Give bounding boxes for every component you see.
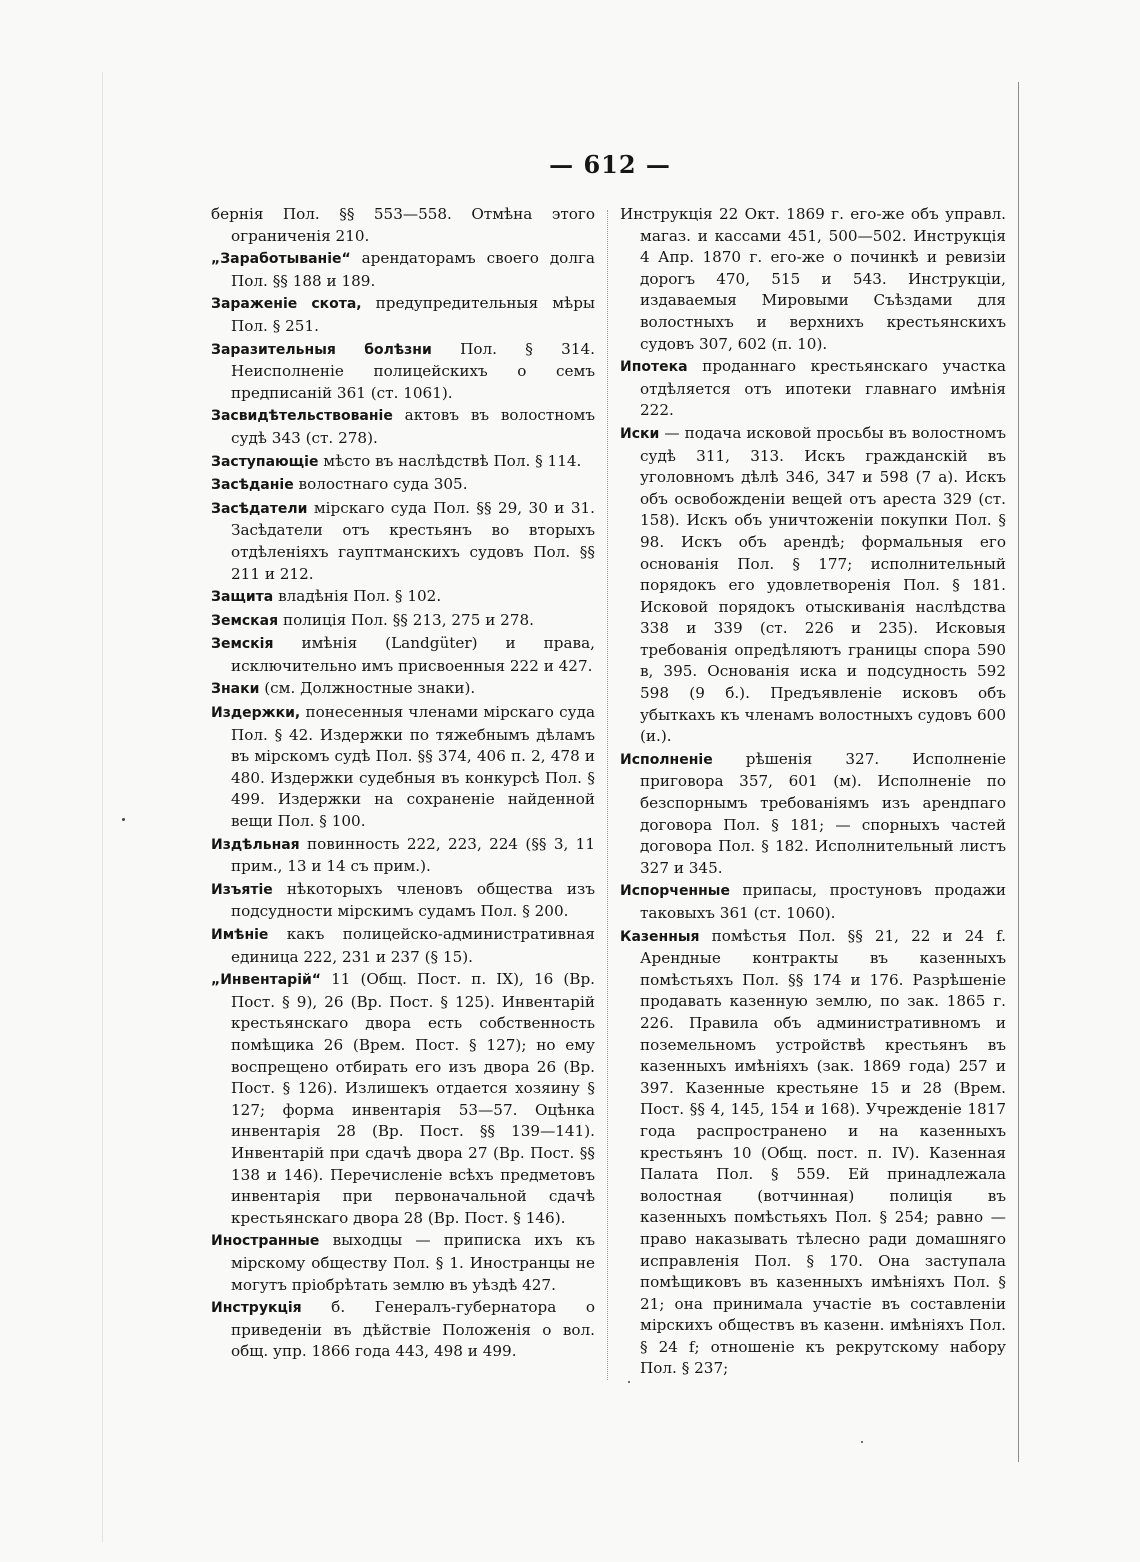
index-entry <box>211 678 595 701</box>
entry-text: арендаторамъ своего долга Пол. §§ 188 и 189. <box>231 249 595 290</box>
entry-keyword: „Заработываніе“ <box>211 251 351 268</box>
index-entry <box>211 969 595 1229</box>
entry-keyword: Имѣніе <box>211 927 269 943</box>
entry-text: проданнаго крестьянскаго участка отдѣляется отъ ипотеки главнаго имѣнія 222. <box>640 357 1006 420</box>
entry-keyword: Заразительныя болѣзни <box>211 341 432 358</box>
index-entry <box>211 633 595 677</box>
right-column <box>620 204 1006 1381</box>
scan-speck <box>628 1381 630 1383</box>
entry-text: имѣнія (Landgüter) и права, исключительно имъ присвоенныя 222 и 427. <box>231 634 595 675</box>
index-entry <box>211 248 595 292</box>
entry-text: Инструкція 22 Окт. 1869 г. его-же объ управл. магаз. и кассами 451, 500—502. Инструкція 4 Апр. 1870 г. его-же о починкѣ и ревизіи дорогъ 470, 515 и 543. Инструкціи, издаваемыя Мировыми Съѣздами для волостныхъ и верхнихъ крестьянскихъ судовъ 307, 602 (п. 10). <box>620 205 1006 353</box>
index-entry <box>620 926 1006 1380</box>
entry-keyword: Засѣдатели <box>211 500 308 517</box>
entry-keyword: Заступающіе <box>211 453 319 470</box>
entry-keyword: Земскія <box>211 636 274 653</box>
left-column <box>211 204 595 1364</box>
index-entry <box>620 204 1006 355</box>
entry-text: какъ полицейско-административная единица 222, 231 и 237 (§ 15). <box>231 925 595 966</box>
entry-text: предупредительныя мѣры Пол. § 251. <box>231 294 595 335</box>
entry-keyword: Инструкція <box>211 1300 302 1317</box>
entry-text: актовъ въ волостномъ судѣ 343 (ст. 278). <box>231 406 595 447</box>
entry-text: бернія Пол. §§ 553—558. Отмѣна этого ограниченія 210. <box>211 205 595 245</box>
entry-text: мѣсто въ наслѣдствѣ Пол. § 114. <box>318 451 582 470</box>
column-divider <box>607 210 609 1380</box>
entry-keyword: Издержки, <box>211 705 301 722</box>
page-number: — 612 — <box>549 150 671 179</box>
entry-text: нѣкоторыхъ членовъ общества изъ подсудности мірскимъ судамъ Пол. § 200. <box>231 879 595 921</box>
entry-keyword: Иски <box>620 425 660 442</box>
index-entry <box>211 339 595 405</box>
index-entry <box>211 1297 595 1363</box>
entry-text: — подача исковой просьбы въ волостномъ судѣ 311, 313. Искъ гражданскій въ уголовномъ дѣлѣ 346, 347 и 598 (7 а). Искъ объ освобожденіи вещей отъ ареста 329 (ст. 158). Искъ объ уничтоженіи покупки Пол. § 98. Искъ объ арендѣ; формальныя его основанія Пол. § 177; исполнительный порядокъ его удовлетворенія Пол. § 181. Исковой порядокъ отыскиванія наслѣдства 338 и 339 (ст. 226 и 235). Исковыя требованія опредѣляютъ границы спора 590 в, 395. Основанія иска и подсудность 592 598 (9 б.). Предъявленіе исковъ объ убыткахъ къ членамъ волостныхъ судовъ 600 (и.). <box>640 423 1006 746</box>
scan-speck <box>122 818 125 821</box>
entry-keyword: Ипотека <box>620 359 688 376</box>
entry-text: выходцы — приписка ихъ къ мірскому обществу Пол. § 1. Иностранцы не могутъ пріобрѣтать землю въ уѣздѣ 427. <box>231 1231 595 1294</box>
entry-keyword: Иностранные <box>211 1233 320 1250</box>
entry-keyword: Зараженіе скота, <box>211 296 362 313</box>
entry-text: мірскаго суда Пол. §§ 29, 30 и 31. Засѣдатели отъ крестьянъ во вторыхъ отдѣленіяхъ гауптманскихъ судовъ Пол. §§ 211 и 212. <box>231 498 595 583</box>
index-entry <box>211 293 595 337</box>
index-entry <box>211 879 595 923</box>
index-entry <box>211 610 595 633</box>
index-entry <box>211 451 595 474</box>
index-entry <box>620 356 1006 422</box>
index-entry <box>211 834 595 878</box>
entry-keyword: Испорченные <box>620 883 730 900</box>
entry-keyword: Защита <box>211 589 274 606</box>
entry-text: владѣнія Пол. § 102. <box>273 587 442 606</box>
entry-keyword: Земская <box>211 612 279 629</box>
index-entry <box>211 474 595 497</box>
entry-text: (см. Должностные знаки). <box>259 679 476 698</box>
index-entry <box>211 498 595 585</box>
entry-keyword: Казенныя <box>620 928 700 945</box>
entry-text: б. Генералъ-губернатора о приведеніи въ дѣйствіе Положенія о вол. общ. упр. 1866 года 443, 498 и 499. <box>231 1298 595 1361</box>
index-entry <box>620 749 1006 880</box>
index-entry <box>211 405 595 449</box>
scan-speck <box>861 1441 863 1443</box>
index-entry <box>620 423 1006 748</box>
entry-keyword: Знаки <box>211 681 260 698</box>
index-entry <box>620 880 1006 924</box>
entry-text: 11 (Общ. Пост. п. IX), 16 (Вр. Пост. § 9), 26 (Вр. Пост. § 125). Инвентарій крестьянскаго двора есть собственность помѣщика 26 (Врем. Пост. § 127); но ему воспрещено отбирать его изъ двора 26 (Вр. Пост. § 126). Излишекъ отдается хозяину § 127; форма инвентарія 53—57. Оцѣнка инвентарія 28 (Вр. Пост. §§ 139—141). Инвентарій при сдачѣ двора 27 (Вр. Пост. §§ 138 и 146). Перечисленіе всѣхъ предметовъ инвентарія при первоначальной сдачѣ крестьянскаго двора 28 (Вр. Пост. § 146). <box>231 970 595 1227</box>
index-entry <box>211 702 595 833</box>
entry-text: Пол. § 314. Неисполненіе полицейскихъ о семъ предписаній 361 (ст. 1061). <box>231 339 595 402</box>
entry-keyword: Изъятіе <box>211 881 273 898</box>
entry-keyword: „Инвентарій“ <box>211 972 322 989</box>
entry-text: повинность 222, 223, 224 (§§ 3, 11 прим., 13 и 14 съ прим.). <box>231 834 595 876</box>
index-entry <box>211 1230 595 1296</box>
entry-keyword: Засвидѣтельствованіе <box>211 408 393 425</box>
entry-text: полиція Пол. §§ 213, 275 и 278. <box>278 610 534 629</box>
entry-keyword: Издѣльная <box>211 836 300 853</box>
entry-keyword: Засѣданіе <box>211 477 294 494</box>
entry-text: рѣшенія 327. Исполненіе приговора 357, 601 (м). Исполненіе по безспорнымъ требованіямъ изъ арендпаго договора Пол. § 181; — спорныхъ частей договора Пол. § 182. Исполнительный листъ 327 и 345. <box>640 749 1006 877</box>
page-edge-left <box>102 72 103 1542</box>
index-entry <box>211 924 595 968</box>
entry-text: понесенныя членами мірскаго суда Пол. § 42. Издержки по тяжебнымъ дѣламъ въ мірскомъ судѣ Пол. §§ 374, 406 п. 2, 478 и 480. Издержки судебныя въ конкурсѣ Пол. § 499. Издержки на сохраненіе найденной вещи Пол. § 100. <box>231 703 595 831</box>
page-edge-right <box>1018 82 1019 1462</box>
entry-text: припасы, простуновъ продажи таковыхъ 361 (ст. 1060). <box>640 881 1006 922</box>
index-entry <box>211 586 595 609</box>
index-entry <box>211 204 595 247</box>
entry-text: помѣстья Пол. §§ 21, 22 и 24 f. Арендные контракты въ казенныхъ помѣстьяхъ Пол. §§ 174 и 176. Разрѣшеніе продавать казенную землю, по зак. 1865 г. 226. Правила объ административномъ и поземельномъ устройствѣ крестьянъ въ казенныхъ имѣніяхъ (зак. 1869 года) 257 и 397. Казенные крестьяне 15 и 28 (Врем. Пост. §§ 4, 145, 154 и 168). Учрежденіе 1817 года распространено и на казенныхъ крестьянъ 10 (Общ. пост. п. IV). Казенная Палата Пол. § 559. Ей принадлежала волостная (вотчинная) полиція въ казенныхъ помѣстьяхъ Пол. § 254; равно — право наказывать тѣлесно ради домашняго исправленія Пол. § 170. Она заступала помѣщиковъ въ казенныхъ имѣніяхъ Пол. § 21; она принимала участіе въ составленіи мірскихъ обществъ въ казенн. имѣніяхъ Пол. § 24 f; отношеніе къ рекрутскому набору Пол. § 237; <box>640 926 1006 1378</box>
entry-keyword: Исполненіе <box>620 751 713 768</box>
entry-text: волостнаго суда 305. <box>293 475 468 494</box>
